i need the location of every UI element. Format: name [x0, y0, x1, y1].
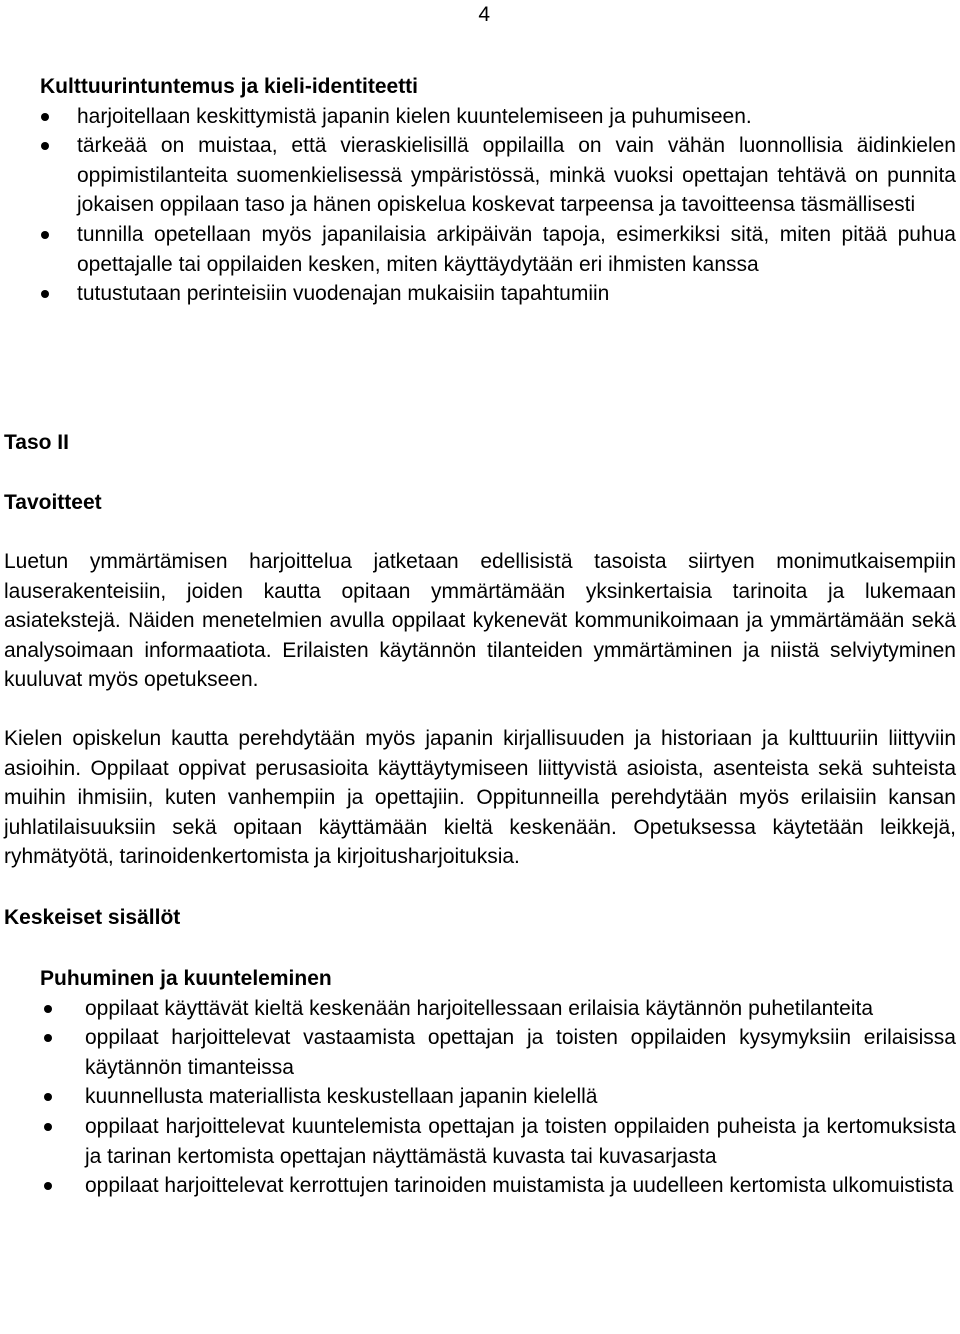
list-item: harjoitellaan keskittymistä japanin kielen kuuntelemiseen ja puhumiseen. — [40, 102, 956, 132]
goals-heading: Tavoitteet — [4, 491, 102, 514]
goals-paragraph-2: Kielen opiskelun kautta perehdytään myös japanin kirjallisuuden ja historiaan ja kulttuuriin liittyviin asioihin. Oppilaat oppivat perusasioita käyttäytymiseen liittyvistä asioista, asenteista sekä suhteista muihin ihmisiin, kuten vanhempiin ja opettajiin. Oppitunneilla perehdytään myös erilaisiin kansan juhlatilaisuuksiin sekä opitaan käyttämään kieltä keskenään. Opetuksessa käytetään leikkejä, ryhmätyötä, tarinoidenkertomista ja kirjoitusharjoituksia. — [4, 726, 956, 869]
list-item: tärkeää on muistaa, että vieraskielisillä oppilailla on vain vähän luonnollisia äidinkielen oppimistilanteita suomenkielisessä ympäristössä, minkä vuoksi opettajan tehtävä on punnita jokaisen oppilaan taso ja hänen opiskelua koskevat tarpeensa ja tavoitteensa täsmällisesti — [40, 131, 956, 220]
list-item: tutustutaan perinteisiin vuodenajan mukaisiin tapahtumiin — [40, 279, 956, 309]
level-section — [4, 428, 956, 1201]
list-item: kuunnellusta materiallista keskustellaan japanin kielellä — [4, 1082, 956, 1112]
list-item: tunnilla opetellaan myös japanilaisia arkipäivän tapoja, esimerkiksi sitä, miten pitää puhua opettajalle tai oppilaiden kesken, miten käyttäydytään eri ihmisten kanssa — [40, 220, 956, 279]
contents-heading: Keskeiset sisällöt — [4, 905, 181, 929]
list-item: oppilaat harjoittelevat kuuntelemista opettajan ja toisten oppilaiden puheista ja kertomuksista ja tarinan kertomista opettajan näyttämästä kuvasta tai kuvasarjasta — [4, 1112, 956, 1171]
section-heading: Kulttuurintuntemus ja kieli-identiteetti — [40, 75, 419, 98]
subheading: Puhuminen ja kuunteleminen — [40, 966, 332, 990]
list-item: oppilaat käyttävät kieltä keskenään harjoitellessaan erilaisia käytännön puhetilanteita — [4, 994, 956, 1024]
bullet-list — [40, 102, 956, 309]
list-item: oppilaat harjoittelevat vastaamista opettajan ja toisten oppilaiden kysymyksiin erilaisissa käytännön timanteissa — [4, 1023, 956, 1082]
list-item: oppilaat harjoittelevat kerrottujen tarinoiden muistamista ja uudelleen kertomista ulkomuistista — [4, 1171, 956, 1201]
goals-paragraph-1: Luetun ymmärtämisen harjoittelua jatketaan edellisistä tasoista siirtyen monimutkaisempiin lauserakenteisiin, joiden kautta opitaan ymmärtämään yksinkertaisia tarinoita ja lukemaan asiatekstejä. Näiden menetelmien avulla oppilaat kykenevät kommunikoimaan ja ymmärtämään sekä analysoimaan informaatiota. Erilaisten käytännön tilanteiden ymmärtäminen ja niistä selviytyminen kuuluvat myös opetukseen. — [4, 550, 956, 692]
page-number: 4 — [478, 3, 490, 26]
bullet-list — [4, 994, 956, 1201]
culture-section — [40, 72, 956, 309]
level-heading: Taso II — [4, 431, 69, 454]
